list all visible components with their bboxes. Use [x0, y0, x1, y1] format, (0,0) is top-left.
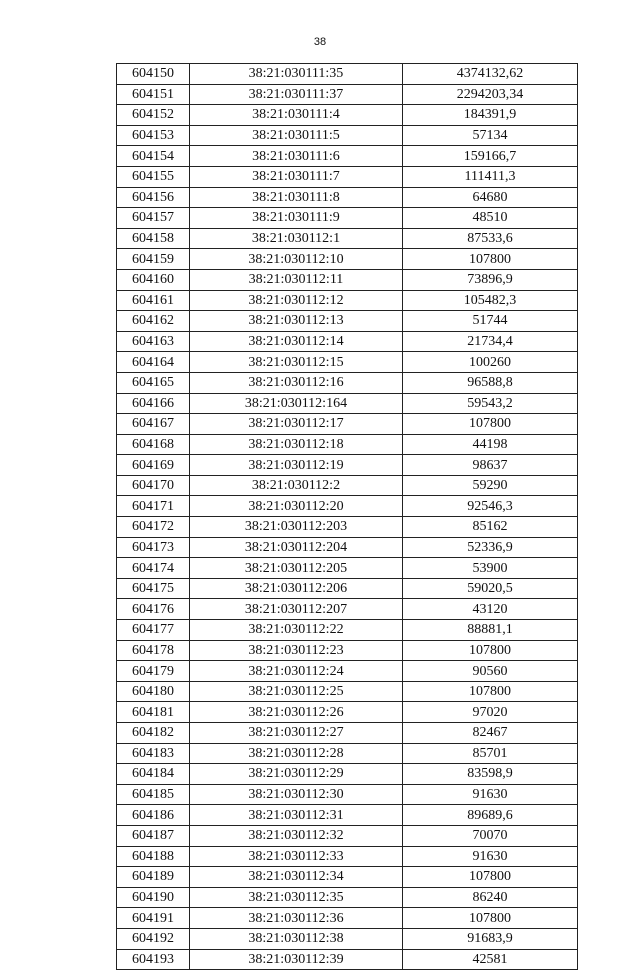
cadastral-number-cell: 38:21:030112:19	[190, 455, 403, 476]
table-row	[117, 825, 578, 846]
cadastral-number-cell: 38:21:030112:207	[190, 599, 403, 620]
row-number-cell: 604181	[117, 702, 190, 723]
cadastral-number-cell: 38:21:030111:37	[190, 84, 403, 105]
row-number-cell: 604154	[117, 146, 190, 167]
cadastral-number-cell: 38:21:030111:6	[190, 146, 403, 167]
table-row	[117, 269, 578, 290]
value-cell: 59543,2	[403, 393, 578, 414]
cadastral-number-cell: 38:21:030111:5	[190, 125, 403, 146]
table-row	[117, 84, 578, 105]
table-row	[117, 393, 578, 414]
value-cell: 59290	[403, 475, 578, 496]
cadastral-number-cell: 38:21:030112:24	[190, 661, 403, 682]
cadastral-number-cell: 38:21:030112:205	[190, 558, 403, 579]
row-number-cell: 604151	[117, 84, 190, 105]
row-number-cell: 604174	[117, 558, 190, 579]
value-cell: 91683,9	[403, 928, 578, 949]
table-row	[117, 434, 578, 455]
table-row	[117, 249, 578, 270]
cadastral-number-cell: 38:21:030112:35	[190, 887, 403, 908]
row-number-cell: 604158	[117, 228, 190, 249]
cadastral-number-cell: 38:21:030112:22	[190, 620, 403, 641]
cadastral-number-cell: 38:21:030112:34	[190, 867, 403, 888]
row-number-cell: 604177	[117, 620, 190, 641]
table-row	[117, 620, 578, 641]
row-number-cell: 604175	[117, 578, 190, 599]
table-row	[117, 146, 578, 167]
cadastral-number-cell: 38:21:030112:36	[190, 908, 403, 929]
value-cell: 88881,1	[403, 620, 578, 641]
row-number-cell: 604162	[117, 311, 190, 332]
value-cell: 111411,3	[403, 166, 578, 187]
cadastral-number-cell: 38:21:030112:20	[190, 496, 403, 517]
cadastral-number-cell: 38:21:030111:8	[190, 187, 403, 208]
value-cell: 107800	[403, 414, 578, 435]
table-row	[117, 764, 578, 785]
row-number-cell: 604157	[117, 208, 190, 229]
table-row	[117, 846, 578, 867]
cadastral-number-cell: 38:21:030111:9	[190, 208, 403, 229]
cadastral-number-cell: 38:21:030112:39	[190, 949, 403, 970]
table-row	[117, 517, 578, 538]
row-number-cell: 604190	[117, 887, 190, 908]
row-number-cell: 604179	[117, 661, 190, 682]
table-row	[117, 928, 578, 949]
cadastral-number-cell: 38:21:030112:12	[190, 290, 403, 311]
cadastral-number-cell: 38:21:030112:30	[190, 784, 403, 805]
table-row	[117, 805, 578, 826]
table-row	[117, 352, 578, 373]
value-cell: 48510	[403, 208, 578, 229]
value-cell: 85162	[403, 517, 578, 538]
cadastral-number-cell: 38:21:030112:14	[190, 331, 403, 352]
row-number-cell: 604176	[117, 599, 190, 620]
row-number-cell: 604153	[117, 125, 190, 146]
table-row	[117, 681, 578, 702]
row-number-cell: 604178	[117, 640, 190, 661]
value-cell: 184391,9	[403, 105, 578, 126]
table-row	[117, 166, 578, 187]
cadastral-number-cell: 38:21:030112:38	[190, 928, 403, 949]
table-row	[117, 702, 578, 723]
cadastral-number-cell: 38:21:030112:15	[190, 352, 403, 373]
value-cell: 21734,4	[403, 331, 578, 352]
value-cell: 159166,7	[403, 146, 578, 167]
value-cell: 70070	[403, 825, 578, 846]
cadastral-number-cell: 38:21:030112:17	[190, 414, 403, 435]
value-cell: 92546,3	[403, 496, 578, 517]
row-number-cell: 604184	[117, 764, 190, 785]
row-number-cell: 604193	[117, 949, 190, 970]
value-cell: 107800	[403, 867, 578, 888]
table-row	[117, 475, 578, 496]
cadastral-number-cell: 38:21:030112:33	[190, 846, 403, 867]
cadastral-number-cell: 38:21:030112:28	[190, 743, 403, 764]
row-number-cell: 604192	[117, 928, 190, 949]
table-row	[117, 537, 578, 558]
cadastral-number-cell: 38:21:030112:13	[190, 311, 403, 332]
row-number-cell: 604187	[117, 825, 190, 846]
cadastral-number-cell: 38:21:030112:27	[190, 723, 403, 744]
table-row	[117, 311, 578, 332]
table-row	[117, 414, 578, 435]
cadastral-number-cell: 38:21:030112:18	[190, 434, 403, 455]
value-cell: 86240	[403, 887, 578, 908]
table-row	[117, 125, 578, 146]
row-number-cell: 604161	[117, 290, 190, 311]
table-row	[117, 908, 578, 929]
row-number-cell: 604150	[117, 64, 190, 85]
value-cell: 51744	[403, 311, 578, 332]
page-number: 38	[313, 36, 327, 48]
row-number-cell: 604168	[117, 434, 190, 455]
value-cell: 44198	[403, 434, 578, 455]
table-row	[117, 784, 578, 805]
row-number-cell: 604191	[117, 908, 190, 929]
value-cell: 52336,9	[403, 537, 578, 558]
value-cell: 97020	[403, 702, 578, 723]
row-number-cell: 604156	[117, 187, 190, 208]
row-number-cell: 604173	[117, 537, 190, 558]
cadastral-number-cell: 38:21:030111:4	[190, 105, 403, 126]
value-cell: 4374132,62	[403, 64, 578, 85]
row-number-cell: 604160	[117, 269, 190, 290]
value-cell: 2294203,34	[403, 84, 578, 105]
table-row	[117, 290, 578, 311]
cadastral-number-cell: 38:21:030112:2	[190, 475, 403, 496]
table-row	[117, 661, 578, 682]
table-row	[117, 105, 578, 126]
row-number-cell: 604171	[117, 496, 190, 517]
table-row	[117, 455, 578, 476]
value-cell: 57134	[403, 125, 578, 146]
row-number-cell: 604165	[117, 372, 190, 393]
cadastral-number-cell: 38:21:030112:204	[190, 537, 403, 558]
row-number-cell: 604189	[117, 867, 190, 888]
value-cell: 89689,6	[403, 805, 578, 826]
row-number-cell: 604186	[117, 805, 190, 826]
value-cell: 83598,9	[403, 764, 578, 785]
table-row	[117, 640, 578, 661]
value-cell: 82467	[403, 723, 578, 744]
row-number-cell: 604172	[117, 517, 190, 538]
value-cell: 85701	[403, 743, 578, 764]
cadastral-number-cell: 38:21:030112:25	[190, 681, 403, 702]
table-row	[117, 723, 578, 744]
table-row	[117, 64, 578, 85]
row-number-cell: 604180	[117, 681, 190, 702]
value-cell: 42581	[403, 949, 578, 970]
value-cell: 73896,9	[403, 269, 578, 290]
row-number-cell: 604167	[117, 414, 190, 435]
cadastral-number-cell: 38:21:030112:16	[190, 372, 403, 393]
value-cell: 91630	[403, 784, 578, 805]
row-number-cell: 604152	[117, 105, 190, 126]
table-row	[117, 578, 578, 599]
row-number-cell: 604170	[117, 475, 190, 496]
cadastral-number-cell: 38:21:030111:35	[190, 64, 403, 85]
cadastral-number-cell: 38:21:030112:26	[190, 702, 403, 723]
value-cell: 107800	[403, 681, 578, 702]
table-row	[117, 187, 578, 208]
table-row	[117, 208, 578, 229]
value-cell: 100260	[403, 352, 578, 373]
cadastral-number-cell: 38:21:030112:1	[190, 228, 403, 249]
row-number-cell: 604185	[117, 784, 190, 805]
cadastral-value-table	[116, 63, 578, 970]
table-row	[117, 228, 578, 249]
value-cell: 53900	[403, 558, 578, 579]
value-cell: 91630	[403, 846, 578, 867]
row-number-cell: 604183	[117, 743, 190, 764]
cadastral-number-cell: 38:21:030112:32	[190, 825, 403, 846]
table-row	[117, 887, 578, 908]
table-row	[117, 372, 578, 393]
value-cell: 105482,3	[403, 290, 578, 311]
value-cell: 43120	[403, 599, 578, 620]
table-row	[117, 558, 578, 579]
value-cell: 107800	[403, 640, 578, 661]
cadastral-number-cell: 38:21:030112:11	[190, 269, 403, 290]
cadastral-number-cell: 38:21:030112:206	[190, 578, 403, 599]
value-cell: 59020,5	[403, 578, 578, 599]
table-row	[117, 743, 578, 764]
row-number-cell: 604159	[117, 249, 190, 270]
table-body	[117, 64, 578, 970]
cadastral-number-cell: 38:21:030112:203	[190, 517, 403, 538]
table-row	[117, 949, 578, 970]
row-number-cell: 604155	[117, 166, 190, 187]
value-cell: 98637	[403, 455, 578, 476]
cadastral-number-cell: 38:21:030112:29	[190, 764, 403, 785]
row-number-cell: 604182	[117, 723, 190, 744]
row-number-cell: 604166	[117, 393, 190, 414]
table-row	[117, 331, 578, 352]
value-cell: 87533,6	[403, 228, 578, 249]
table-row	[117, 496, 578, 517]
value-cell: 96588,8	[403, 372, 578, 393]
table-row	[117, 599, 578, 620]
row-number-cell: 604169	[117, 455, 190, 476]
cadastral-number-cell: 38:21:030112:23	[190, 640, 403, 661]
cadastral-number-cell: 38:21:030112:164	[190, 393, 403, 414]
cadastral-number-cell: 38:21:030112:31	[190, 805, 403, 826]
value-cell: 64680	[403, 187, 578, 208]
cadastral-number-cell: 38:21:030112:10	[190, 249, 403, 270]
table-row	[117, 867, 578, 888]
value-cell: 107800	[403, 249, 578, 270]
row-number-cell: 604188	[117, 846, 190, 867]
value-cell: 107800	[403, 908, 578, 929]
row-number-cell: 604163	[117, 331, 190, 352]
value-cell: 90560	[403, 661, 578, 682]
row-number-cell: 604164	[117, 352, 190, 373]
cadastral-number-cell: 38:21:030111:7	[190, 166, 403, 187]
